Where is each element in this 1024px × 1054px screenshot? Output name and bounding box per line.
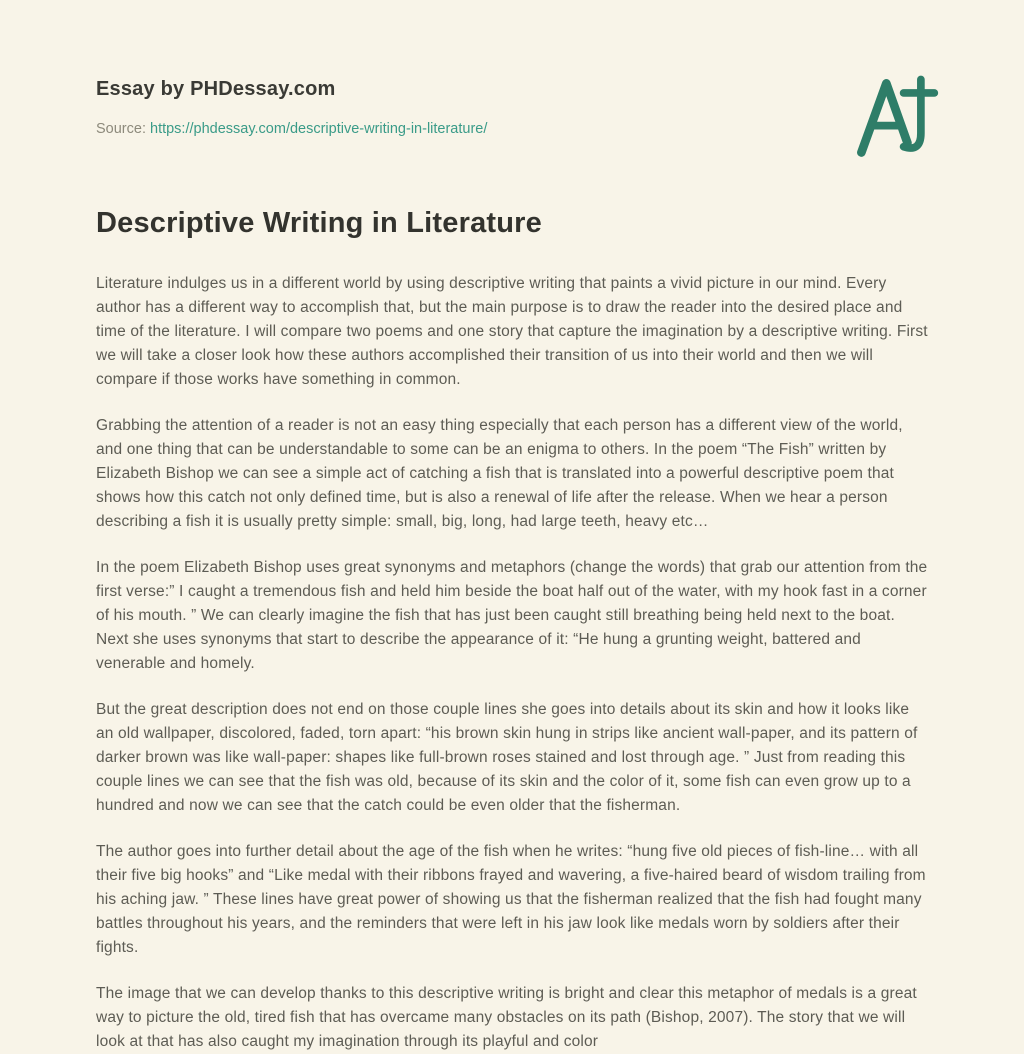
source-label: Source: xyxy=(96,121,150,137)
essay-paragraph: Grabbing the attention of a reader is not an easy thing especially that each person has a different view of the world, and one thing that can be understandable to some can be an enigma to others. In the poem “The Fish” written by Elizabeth Bishop we can see a simple act of catching a fish that is translated into a powerful descriptive poem that shows how this catch not only defined time, but is also a renewal of life after the release. When we hear a person describing a fish it is usually pretty simple: small, big, long, had large teeth, heavy etc… xyxy=(96,417,903,530)
essay-body xyxy=(96,272,928,1054)
phdessay-logo-icon xyxy=(846,68,942,164)
essay-paragraph: The image that we can develop thanks to this descriptive writing is bright and clear this metaphor of medals is a great way to picture the old, tired fish that has overcame many obstacles on its path (Bishop, 2007). The story that we will look at that has also caught my imagination through its playful and color xyxy=(96,985,917,1050)
essay-byline: Essay by PHDessay.com xyxy=(96,78,336,100)
essay-paragraph: The author goes into further detail about the age of the fish when he writes: “hung five old pieces of fish-line… with all their five big hooks” and “Like medal with their ribbons frayed and wavering, a five-haired beard of wisdom trailing from his aching jaw. ” These lines have great power of showing us that the fisherman realized that the fish had fought many battles throughout his years, and the reminders that were left in his jaw look like medals worn by soldiers after their fights. xyxy=(96,843,926,956)
source-line xyxy=(96,121,928,137)
page-header xyxy=(96,78,928,137)
essay-paragraph: In the poem Elizabeth Bishop uses great synonyms and metaphors (change the words) that grab our attention from the first verse:” I caught a tremendous fish and held him beside the boat half out of the water, with my hook fast in a corner of his mouth. ” We can clearly imagine the fish that has just been caught still breathing being held next to the boat. Next she uses synonyms that start to describe the appearance of it: “He hung a grunting weight, battered and venerable and homely. xyxy=(96,559,928,672)
essay-paragraph: Literature indulges us in a different world by using descriptive writing that paints a vivid picture in our mind. Every author has a different way to accomplish that, but the main purpose is to draw the reader into the desired place and time of the literature. I will compare two poems and one story that capture the imagination by a descriptive writing. First we will take a closer look how these authors accomplished their transition of us into their world and then we will compare if those works have something in common. xyxy=(96,275,928,388)
source-url-link[interactable]: https://phdessay.com/descriptive-writing-in-literature/ xyxy=(150,121,488,137)
essay-title: Descriptive Writing in Literature xyxy=(96,207,542,239)
essay-paragraph: But the great description does not end on those couple lines she goes into details about its skin and how it looks like an old wallpaper, discolored, faded, torn apart: “his brown skin hung in strips like ancient wall-paper, and its pattern of darker brown was like wall-paper: shapes like full-brown roses stained and lost through age. ” Just from reading this couple lines we can see that the fish was old, because of its skin and the color of it, some fish can even grow up to a hundred and now we can see that the catch could be even older that the fisherman. xyxy=(96,701,918,814)
